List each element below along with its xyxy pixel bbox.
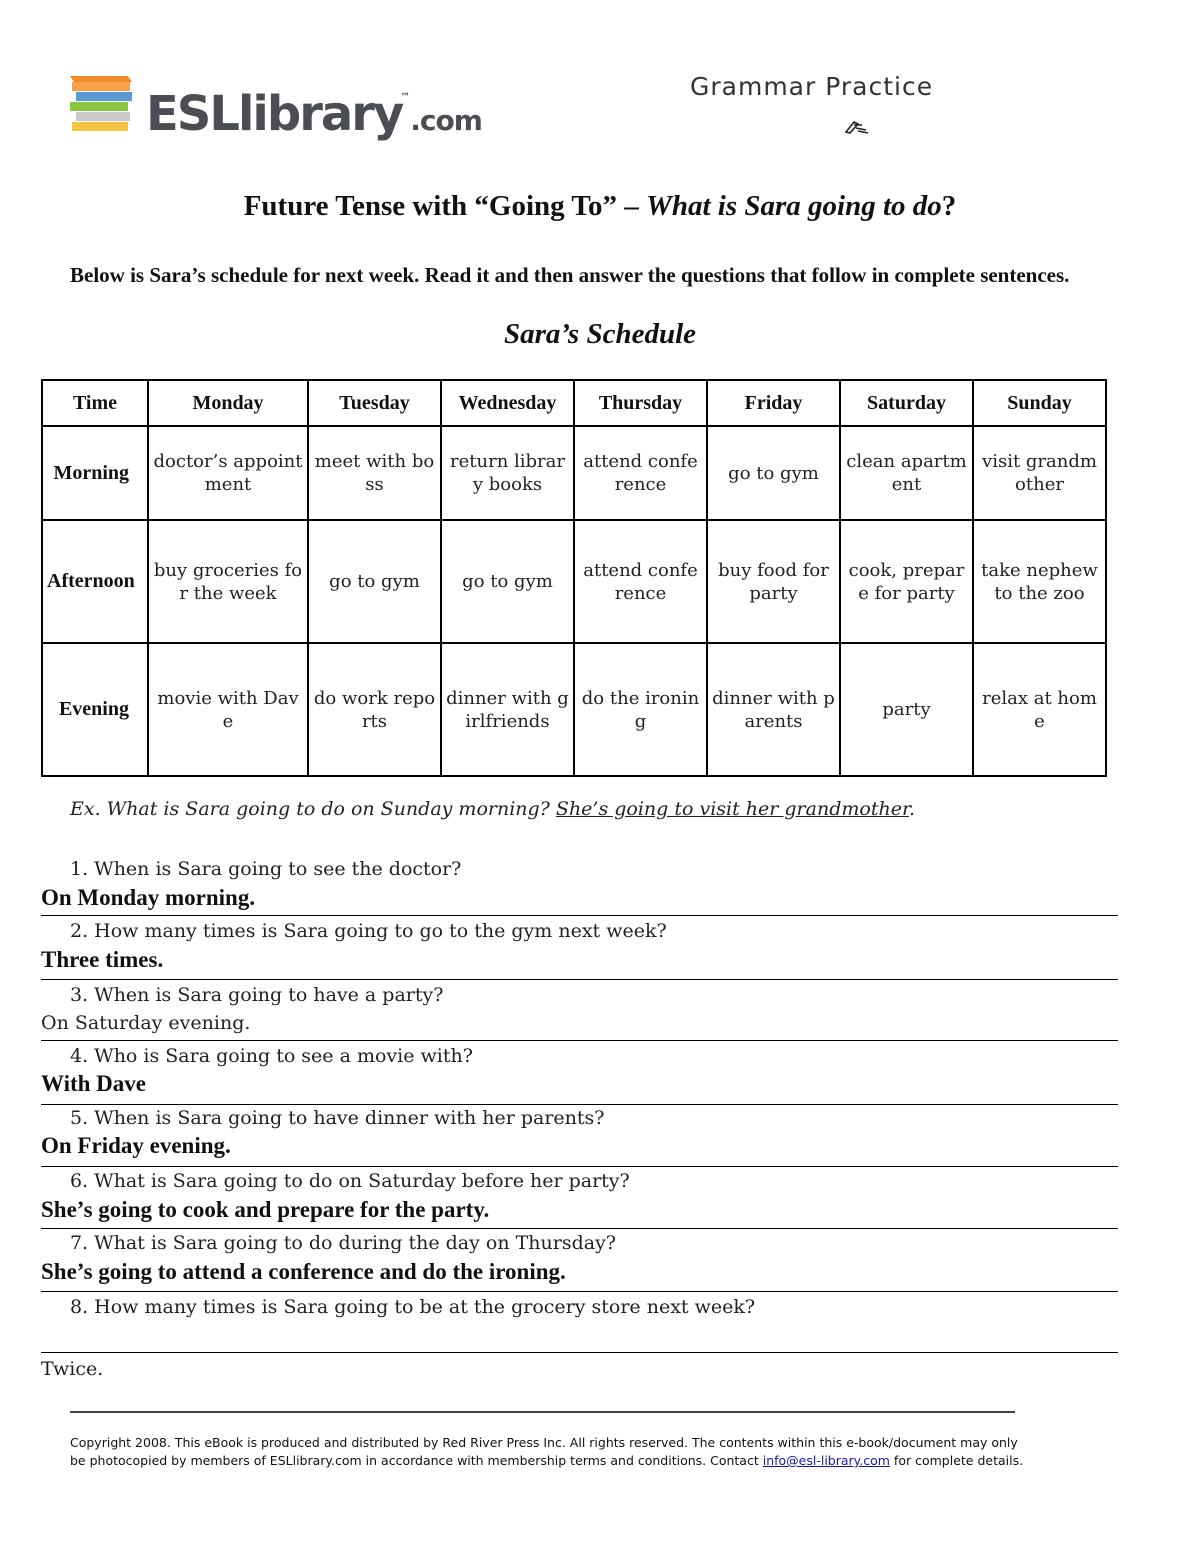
logo-wordmark: ESLlibrary™.com bbox=[146, 86, 482, 142]
schedule-table bbox=[41, 379, 1107, 777]
answer-3[interactable]: On Saturday evening. bbox=[41, 1012, 251, 1034]
page-title: Future Tense with “Going To” – What is Sara going to do? bbox=[243, 190, 957, 222]
answer-line bbox=[41, 1104, 1118, 1105]
table-cell: go to gym bbox=[308, 520, 441, 643]
schedule-title: Sara’s Schedule bbox=[503, 318, 696, 350]
instructions: Below is Sara’s schedule for next week. Read it and then answer the questions that follow in complete sentences. bbox=[70, 263, 1070, 287]
table-cell: attend conference bbox=[574, 520, 707, 643]
header-monday: Monday bbox=[148, 380, 308, 426]
copyright-footer: Copyright 2008. This eBook is produced and distributed by Red River Press Inc. All rights reserved. The contents within this e-book/document may only be photocopied by members of ESLlibrary.com in accordance with membership terms and conditions. Contact info@esl-library.com for complete details. bbox=[70, 1435, 1024, 1468]
answer-line bbox=[41, 1352, 1118, 1353]
email-link[interactable]: info@esl-library.com bbox=[762, 1453, 890, 1468]
table-cell: buy groceries for the week bbox=[148, 520, 308, 643]
table-cell: dinner with parents bbox=[707, 643, 840, 776]
answer-8[interactable]: Twice. bbox=[41, 1358, 104, 1380]
header-time: Time bbox=[42, 380, 148, 426]
table-cell: clean apartment bbox=[840, 426, 973, 520]
answer-5[interactable]: On Friday evening. bbox=[41, 1133, 231, 1158]
header-tuesday: Tuesday bbox=[308, 380, 441, 426]
question-1: 1. When is Sara going to see the doctor? bbox=[70, 858, 462, 880]
question-8: 8. How many times is Sara going to be at the grocery store next week? bbox=[70, 1296, 756, 1318]
table-cell: visit grandmother bbox=[973, 426, 1106, 520]
table-cell: doctor’s appointment bbox=[148, 426, 308, 520]
answer-line bbox=[41, 915, 1118, 916]
table-cell: attend conference bbox=[574, 426, 707, 520]
answer-4[interactable]: With Dave bbox=[41, 1071, 146, 1096]
example-sentence: Ex. What is Sara going to do on Sunday morning? She’s going to visit her grandmother. bbox=[70, 798, 915, 820]
table-row bbox=[42, 426, 1106, 520]
table-cell: buy food for party bbox=[707, 520, 840, 643]
table-cell: do work reports bbox=[308, 643, 441, 776]
table-cell: dinner with girlfriends bbox=[441, 643, 574, 776]
answer-line bbox=[41, 1228, 1118, 1229]
question-4: 4. Who is Sara going to see a movie with? bbox=[70, 1045, 473, 1067]
section-label: Grammar Practice bbox=[690, 72, 934, 101]
question-3: 3. When is Sara going to have a party? bbox=[70, 984, 444, 1006]
header-sunday: Sunday bbox=[973, 380, 1106, 426]
table-cell: meet with boss bbox=[308, 426, 441, 520]
row-label-evening: Evening bbox=[42, 643, 148, 776]
answer-line bbox=[41, 979, 1118, 980]
header-wednesday: Wednesday bbox=[441, 380, 574, 426]
row-label-morning: Morning bbox=[42, 426, 148, 520]
table-cell: take nephew to the zoo bbox=[973, 520, 1106, 643]
answer-line bbox=[41, 1166, 1118, 1167]
pen-icon bbox=[844, 120, 870, 134]
header-thursday: Thursday bbox=[574, 380, 707, 426]
esl-library-logo bbox=[68, 66, 482, 142]
table-cell: do the ironing bbox=[574, 643, 707, 776]
answer-1[interactable]: On Monday morning. bbox=[41, 885, 256, 910]
table-cell: party bbox=[840, 643, 973, 776]
answer-line bbox=[41, 1040, 1118, 1041]
question-6: 6. What is Sara going to do on Saturday before her party? bbox=[70, 1170, 630, 1192]
table-header-row bbox=[42, 380, 1106, 426]
header-friday: Friday bbox=[707, 380, 840, 426]
question-5: 5. When is Sara going to have dinner with her parents? bbox=[70, 1107, 605, 1129]
question-7: 7. What is Sara going to do during the day on Thursday? bbox=[70, 1232, 616, 1254]
table-cell: cook, prepare for party bbox=[840, 520, 973, 643]
answer-6[interactable]: She’s going to cook and prepare for the party. bbox=[41, 1197, 490, 1222]
books-icon bbox=[68, 70, 136, 134]
answer-7[interactable]: She’s going to attend a conference and do the ironing. bbox=[41, 1259, 566, 1284]
row-label-afternoon: Afternoon bbox=[42, 520, 148, 643]
header-saturday: Saturday bbox=[840, 380, 973, 426]
answer-line bbox=[41, 1291, 1118, 1292]
table-cell: go to gym bbox=[441, 520, 574, 643]
question-2: 2. How many times is Sara going to go to the gym next week? bbox=[70, 920, 667, 942]
table-cell: return library books bbox=[441, 426, 574, 520]
table-row bbox=[42, 520, 1106, 643]
answer-2[interactable]: Three times. bbox=[41, 947, 164, 972]
table-cell: go to gym bbox=[707, 426, 840, 520]
footer-divider bbox=[70, 1411, 1015, 1413]
table-cell: relax at home bbox=[973, 643, 1106, 776]
table-cell: movie with Dave bbox=[148, 643, 308, 776]
table-row bbox=[42, 643, 1106, 776]
